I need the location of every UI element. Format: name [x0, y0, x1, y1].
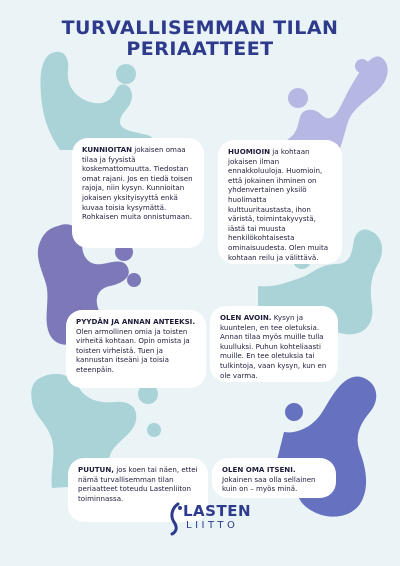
card-heading: OLEN OMA ITSENI.	[222, 465, 296, 474]
card-heading: PYYDÄN JA ANNAN ANTEEKSI.	[76, 317, 196, 326]
card-heading: KUNNIOITAN	[82, 145, 133, 154]
card-body: Olen armollinen omia ja toisten virheitä kohtaan. Opin omista ja toisten virheistä. Tuen ja kannustan itseäni ja toisia eteenpäin.	[76, 326, 190, 374]
title-line-1: TURVALLISEMMAN TILAN	[61, 17, 339, 39]
principle-card-notice	[218, 140, 342, 264]
principle-card-open	[210, 306, 338, 382]
card-heading: OLEN AVOIN.	[220, 313, 272, 322]
teal-splash-shape	[20, 40, 170, 150]
title-line-2: PERIAATTEET	[126, 38, 274, 60]
logo-text-main: LASTEN	[183, 502, 252, 520]
principle-card-forgive	[66, 310, 206, 388]
logo-text-sub: LIITTO	[186, 520, 239, 531]
card-body: Kysyn ja kuuntelen, en tee oletuksia. Annan tilaa myös muille tulla kuulluksi. Puhun kohteliaasti muille. En tee oletuksia tai tulkintoja, vaan kysyn, kun en ole varma.	[220, 313, 327, 380]
card-body: ja kohtaan jokaisen ilman ennakkoluuloja. Huomioin, että jokainen ihminen on yhdenvertainen yksilö huolimatta kulttuuritaustasta, ihon väristä, toimintakyvystä, iästä tai muusta henkilökohtaisesta ominaisuudesta. Olen muita kohtaan reilu ja välittävä.	[228, 147, 329, 262]
lastenliitto-logo	[168, 500, 252, 544]
card-heading: HUOMIOIN	[228, 147, 271, 156]
logo-swirl-icon	[168, 502, 184, 536]
card-heading: PUUTUN,	[78, 465, 114, 474]
principle-card-be-myself	[212, 458, 336, 498]
card-body: jokaisen omaa tilaa ja fyysistä koskemattomuutta. Tiedostan omat rajani. Jos en tiedä toisen rajoja, niin kysyn. Kunnioitan jokaisen yksityisyyttä enkä kuvaa toisia kysymättä. Rohkaisen muita onnistumaan.	[82, 145, 193, 222]
principle-card-respect	[72, 138, 204, 248]
card-body: Jokainen saa olla sellainen kuin on – myös minä.	[222, 474, 316, 494]
indigo-splash-shape	[244, 372, 384, 522]
card-body: jos koen tai näen, ettei nämä turvallisemman tilan periaatteet toteudu Lastenliiton toiminnassa.	[78, 465, 198, 503]
